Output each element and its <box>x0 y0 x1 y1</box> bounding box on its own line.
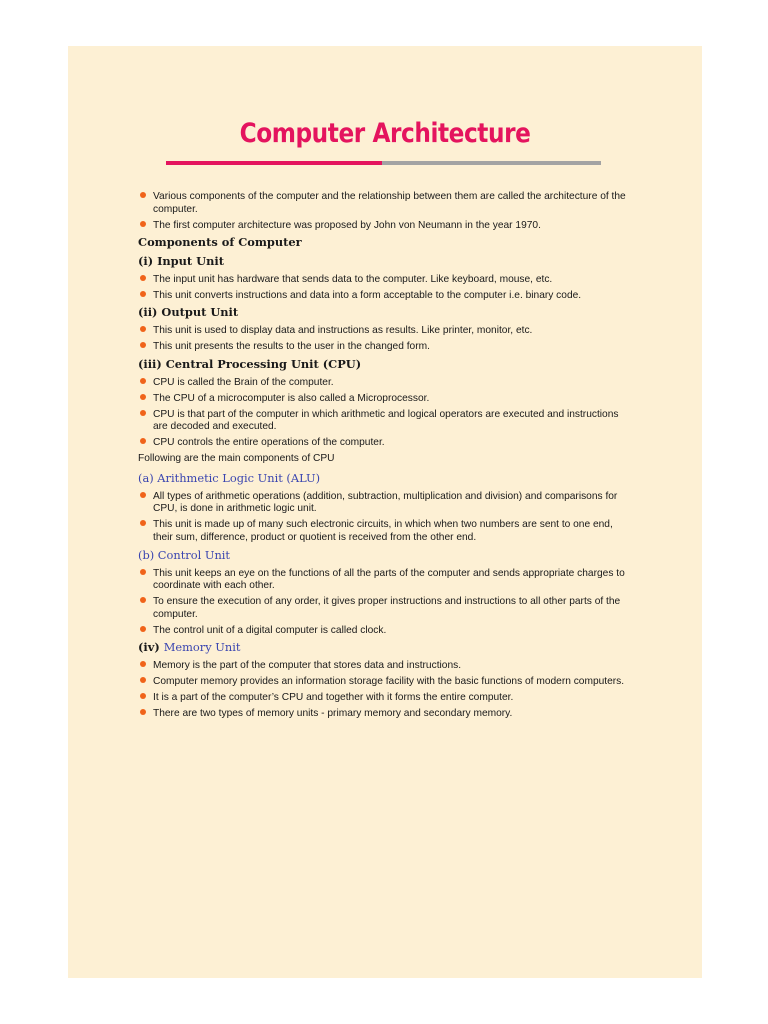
bullet-icon <box>140 221 146 227</box>
list-item: CPU is that part of the computer in which arithmetic and logical operators are executed and instructions are decoded and executed. <box>138 409 628 434</box>
list-item: It is a part of the computer’s CPU and together with it forms the entire computer. <box>138 692 628 705</box>
bullet-icon <box>140 492 146 498</box>
title-underline-accent <box>166 161 382 165</box>
bullet-icon <box>140 677 146 683</box>
section-heading-components: Components of Computer <box>138 234 302 249</box>
bullet-icon <box>140 378 146 384</box>
bullet-icon <box>140 626 146 632</box>
bullet-icon <box>140 342 146 348</box>
section-heading-input-unit: (i) Input Unit <box>138 253 224 268</box>
section-heading-alu: (a) Arithmetic Logic Unit (ALU) <box>138 470 321 485</box>
document-content <box>138 191 628 724</box>
document-page <box>68 46 702 978</box>
list-item: This unit is used to display data and instructions as results. Like printer, monitor, etc. <box>138 325 628 338</box>
output-unit-list <box>138 325 628 354</box>
cpu-following-text: Following are the main components of CPU <box>138 453 335 465</box>
list-item: There are two types of memory units - primary memory and secondary memory. <box>138 708 628 721</box>
section-heading-cpu: (iii) Central Processing Unit (CPU) <box>138 356 362 371</box>
cpu-list <box>138 377 628 450</box>
bullet-icon <box>140 291 146 297</box>
bullet-icon <box>140 326 146 332</box>
list-item: The CPU of a microcomputer is also called a Microprocessor. <box>138 393 628 406</box>
alu-list <box>138 491 628 545</box>
list-item: Computer memory provides an information storage facility with the basic functions of modern computers. <box>138 676 628 689</box>
bullet-icon <box>140 192 146 198</box>
list-item: The control unit of a digital computer is called clock. <box>138 625 628 638</box>
section-heading-output-unit: (ii) Output Unit <box>138 305 239 320</box>
control-unit-list <box>138 568 628 638</box>
bullet-icon <box>140 709 146 715</box>
input-unit-list <box>138 274 628 303</box>
list-item: CPU controls the entire operations of the computer. <box>138 437 628 450</box>
list-item: This unit is made up of many such electronic circuits, in which when two numbers are sent to one end, their sum, difference, product or quotient is received from the other end. <box>138 519 628 544</box>
bullet-icon <box>140 438 146 444</box>
bullet-icon <box>140 661 146 667</box>
bullet-icon <box>140 410 146 416</box>
bullet-icon <box>140 394 146 400</box>
list-item: Various components of the computer and the relationship between them are called the architecture of the computer. <box>138 191 628 216</box>
bullet-icon <box>140 693 146 699</box>
list-item: The input unit has hardware that sends data to the computer. Like keyboard, mouse, etc. <box>138 274 628 287</box>
list-item: The first computer architecture was proposed by John von Neumann in the year 1970. <box>138 220 628 233</box>
list-item: This unit presents the results to the user in the changed form. <box>138 341 628 354</box>
list-item: This unit converts instructions and data into a form acceptable to the computer i.e. binary code. <box>138 290 628 303</box>
title-underline-gray <box>382 161 601 165</box>
list-item: Memory is the part of the computer that stores data and instructions. <box>138 660 628 673</box>
list-item: To ensure the execution of any order, it gives proper instructions and instructions to all other parts of the computer. <box>138 596 628 621</box>
section-heading-memory-unit: (iv) Memory Unit <box>138 640 241 655</box>
intro-list <box>138 191 628 232</box>
memory-unit-list <box>138 660 628 721</box>
bullet-icon <box>140 597 146 603</box>
page-title: Computer Architecture <box>239 118 531 149</box>
list-item: This unit keeps an eye on the functions of all the parts of the computer and sends appropriate charges to coordinate with each other. <box>138 568 628 593</box>
bullet-icon <box>140 275 146 281</box>
list-item: All types of arithmetic operations (addition, subtraction, multiplication and division) and comparisons for CPU, is done in arithmetic logic unit. <box>138 491 628 516</box>
section-heading-control-unit: (b) Control Unit <box>138 547 231 562</box>
list-item: CPU is called the Brain of the computer. <box>138 377 628 390</box>
bullet-icon <box>140 569 146 575</box>
bullet-icon <box>140 520 146 526</box>
